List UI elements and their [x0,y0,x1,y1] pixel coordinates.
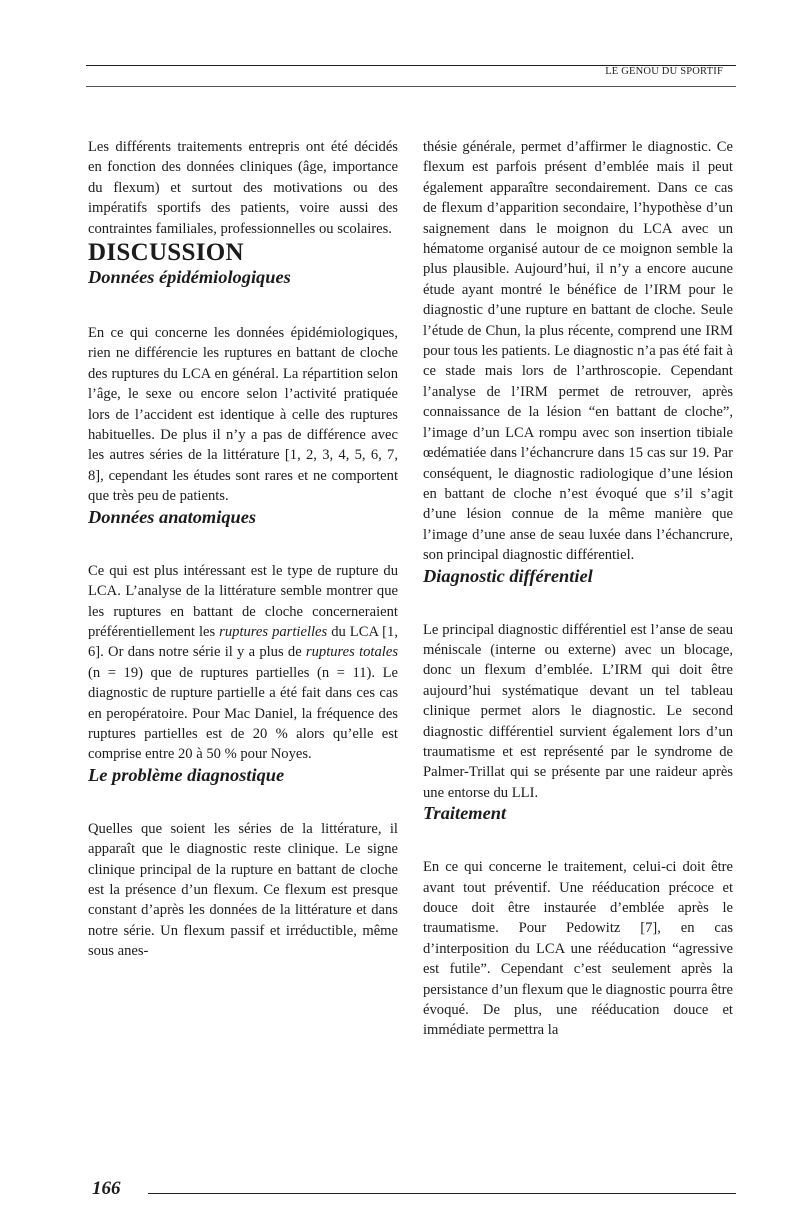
heading-anatomie: Données anatomiques [88,506,257,527]
page-number: 166 [92,1178,121,1199]
left-column [88,137,398,962]
text-run: (n = 19) que de ruptures partielles (n = 11). Le diagnostic de rupture partielle a été fait dans ces cas en peropératoire. Pour Mac Daniel, la fréquence des ruptures partielles est de 20 % alors qu’elle est comprise entre 20 à 50 % pour Noyes. [88,664,398,763]
section-title-discussion: DISCUSSION [88,239,244,267]
heading-traitement: Traitement [423,803,507,824]
right-column [423,137,733,1041]
paragraph-diagnostic-continued: thésie générale, permet d’affirmer le diagnostic. Ce flexum est parfois présent d’emblée mais il peut également apparaître secondairement. Dans ce cas de flexum d’apparition secondaire, l’hypothèse d’un saignement dans le moignon du LCA avec un hématome organisé autour de ce moignon semble la plus plausible. Aujourd’hui, il n’y a encore aucune étude ayant montré le bénéfice de l’IRM pour le diagnostic d’une rupture en battant de cloche. Seule l’étude de Chun, la plus récente, comprend une IRM pour tous les patients. Le diagnostic n’a pas été fait à ce stade mais lors de l’arthroscopie. Cependant l’analyse de l’IRM permet de retrouver, après connaissance de la lésion “en battant de cloche”, l’image d’un LCA rompu avec son insertion tibiale œdématiée dans l’échancrure dans 15 cas sur 19. Par conséquent, le diagnostic radiologique d’une lésion en battant de cloche n’est évoqué que s’il s’agit d’une lésion connue de la même manière que l’image d’une anse de seau luxée dans l’échancrure, son principal diagnostic différentiel. [423,139,733,564]
paragraph-diagnostic-differentiel: Le principal diagnostic différentiel est l’anse de seau méniscale (interne ou externe) avec un blocage, donc un flexum d’emblée. L’IRM qui doit être aujourd’hui systématique devant un tel tableau clinique permet alors le diagnostic. Le second diagnostic différentiel survient également lors d’un traumatisme et est représenté par le syndrome de Palmer-Trillat qui se présente par une raideur après une entorse du LLI. [423,621,733,801]
emphasis-ruptures-partielles: ruptures partielles [219,623,328,640]
running-head: LE GENOU DU SPORTIF [605,66,723,77]
emphasis-ruptures-totales: ruptures totales [305,644,398,661]
heading-diagnostic-differentiel: Diagnostic différentiel [423,565,593,586]
paragraph-epidemiologie: En ce qui concerne les données épidémiologiques, rien ne différencie les ruptures en battant de cloche des ruptures du LCA en général. La répartition selon l’âge, le sexe ou encore selon l’activité pratiquée lors de l’accident est identique à celle des ruptures habituelles. De plus il n’y a pas de différence avec les autres séries de la littérature [1, 2, 3, 4, 5, 6, 7, 8], cependant les études sont rares et ne comportent que très peu de patients. [88,325,398,505]
text-run: Ce qui est plus intéressant est le type de rupture du LCA. L’analyse de la littérature semble montrer que les ruptures en battant de cloche concerneraient préférentiellement les [88,562,398,640]
paragraph-probleme-diagnostique: Quelles que soient les séries de la littérature, il apparaît que le diagnostic reste clinique. Le signe clinique principal de la rupture en battant de cloche est la présence d’un flexum. Ce flexum est presque constant d’après les données de la littérature et dans notre série. Un flexum passif et irréductible, même sous anes- [88,820,398,960]
paragraph-traitement: En ce qui concerne le traitement, celui-ci doit être avant tout préventif. Une rééducation précoce et douce doit être instaurée d’emblée après le traumatisme. Pour Pedowitz [7], en cas d’interposition du LCA une rééducation “agressive est futile”. Cependant c’est seulement après la persistance d’un flexum que le diagnostic pourra être évoqué. De plus, une rééducation douce et immédiate permettra la [423,859,734,1039]
heading-epidemiologie: Données épidémiologiques [88,267,291,288]
header-rule [86,86,736,87]
paragraph-anatomie [88,561,398,765]
footer-rule [148,1193,736,1194]
heading-probleme-diagnostique: Le problème diagnostique [88,764,285,785]
intro-paragraph: Les différents traitements entrepris ont été décidés en fonction des données cliniques (âge, importance du flexum) et surtout des motivations ou des impératifs sportifs des patients, voire aussi des contraintes familiales, professionnelles ou scolaires. [88,139,398,237]
text-run: du LCA [1, 6]. Or dans notre série il y a plus de [88,623,398,661]
